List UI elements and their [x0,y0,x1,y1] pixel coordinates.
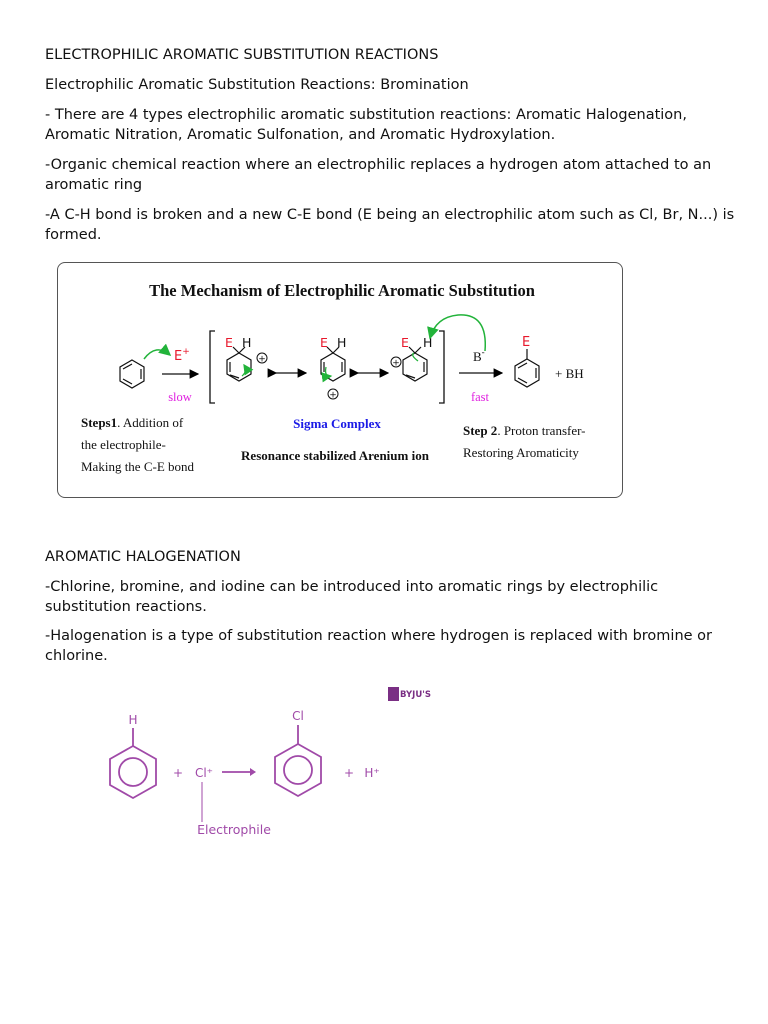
byjus-logo-text: BYJU'S [400,690,431,700]
byjus-logo-icon [388,687,399,701]
base-label: B- [473,347,485,364]
sigma-complex-1 [227,347,251,381]
step1-line3: Making the C-E bond [81,459,195,474]
step1-line2: the electrophile- [81,437,166,452]
main-heading: ELECTROPHILIC AROMATIC SUBSTITUTION REACTIONS [45,47,439,63]
benzene-product [515,349,539,387]
byproduct-label: + BH [555,366,584,381]
subheading: Electrophilic Aromatic Substitution Reactions: Bromination [45,77,469,93]
paragraph-bond: -A C-H bond is broken and a new C-E bond (E being an electrophilic atom such as Cl, Br, N...) is formed. [45,207,735,243]
resonance-arrow-icon [242,365,246,376]
bracket-left [210,331,215,403]
halogenation-heading: AROMATIC HALOGENATION [45,549,241,565]
figure-title: The Mechanism of Electrophilic Aromatic Substitution [149,281,535,300]
paragraph-definition: -Organic chemical reaction where an electrophilic replaces a hydrogen atom attached to an aromatic ring [45,157,712,193]
product-cl: Cl [292,709,304,723]
bracket-right [439,331,444,403]
fast-label: fast [470,390,490,404]
step1-line1: Steps1. Addition of [81,415,184,430]
electrophile-label: E+ [174,347,190,364]
sigma3-e: E [401,335,409,350]
step2-line2: Restoring Aromaticity [463,445,579,460]
electrophile-label: Electrophile [197,822,271,837]
sigma-complex-2 [321,347,345,381]
halogenation-figure [100,682,450,847]
proton-transfer-arrow-icon [430,315,485,351]
step2-line1: Step 2. Proton transfer- [463,423,586,438]
curved-arrow-icon [144,350,170,359]
benzene-ring-product [275,725,321,796]
reagent-cl-plus: Cl⁺ [194,766,214,780]
reaction-arrow-icon [250,768,256,776]
sigma2-h: H [337,335,347,350]
mechanism-figure [57,262,623,498]
reactant-h: H [128,713,138,727]
benzene-ring-reactant [110,728,156,798]
positive-charge-symbol-2: + [329,390,337,401]
paragraph-halogens: -Chlorine, bromine, and iodine can be introduced into aromatic rings by electrophilic substitution reactions. [45,579,659,615]
mechanism-diagram [58,263,621,496]
sigma2-e: E [320,335,328,350]
paragraph-types: - There are 4 types electrophilic aromatic substitution reactions: Aromatic Halogenation, Aromatic Nitration, Aromatic Sulfonation, and Aromatic Hydroxylation. [45,107,687,143]
benzene-reactant [120,360,144,388]
slow-label: slow [168,390,192,404]
byproduct-h-plus: H⁺ [364,766,380,780]
resonance-label: Resonance stabilized Arenium ion [241,448,429,463]
paragraph-halogenation: -Halogenation is a type of substitution reaction where hydrogen is replaced with bromine or chlorine. [45,628,712,664]
halogenation-diagram [100,682,450,847]
sigma-complex-3 [403,347,427,381]
sigma1-h: H [242,335,252,350]
sigma-complex-label: Sigma Complex [293,416,381,431]
plus-sign-1: + [172,766,184,780]
positive-charge-symbol-3: + [392,358,400,369]
positive-charge-symbol: + [258,354,266,365]
product-e: E [522,335,531,350]
sigma3-h: H [423,335,433,350]
resonance-arrow-icon-2 [326,367,331,376]
plus-sign-2: + [343,766,355,780]
sigma1-e: E [225,335,233,350]
